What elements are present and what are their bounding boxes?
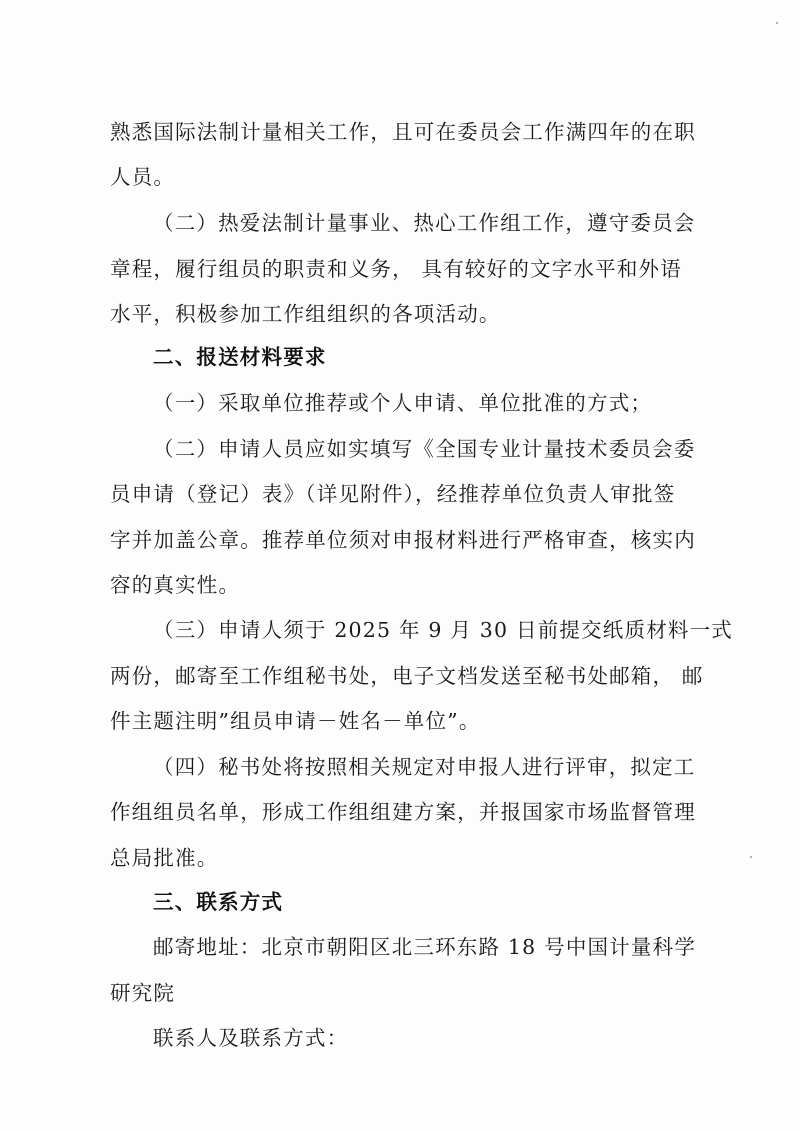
paragraph-item-4: （四）秘书处将按照相关规定对申报人进行评审，拟定工 bbox=[153, 755, 696, 779]
paragraph-item-3: （三）申请人须于 2025 年 9 月 30 日前提交纸质材料一式 bbox=[153, 618, 733, 642]
text-line: 作组组员名单，形成工作组组建方案，并报国家市场监督管理 bbox=[110, 800, 696, 824]
paragraph-item-1: （一）采取单位推荐或个人申请、单位批准的方式； bbox=[153, 391, 653, 415]
text-line: 字并加盖公章。推荐单位须对申报材料进行严格审查，核实内 bbox=[110, 528, 696, 552]
section-heading-materials: 二、报送材料要求 bbox=[153, 345, 327, 369]
section-heading-contact: 三、联系方式 bbox=[153, 890, 284, 914]
text-line: 熟悉国际法制计量相关工作，且可在委员会工作满四年的在职 bbox=[110, 120, 696, 144]
paragraph-item-2: （二）申请人员应如实填写《全国专业计量技术委员会委 bbox=[153, 437, 696, 461]
scan-speck bbox=[750, 856, 752, 858]
text-line: 研究院 bbox=[110, 981, 176, 1005]
mailing-address: 邮寄地址：北京市朝阳区北三环东路 18 号中国计量科学 bbox=[153, 935, 697, 959]
text-line: 人员。 bbox=[110, 165, 176, 189]
text-line: 员申请（登记）表》（详见附件），经推荐单位负责人审批签 bbox=[110, 482, 676, 506]
paragraph-item-2: （二）热爱法制计量事业、热心工作组工作，遵守委员会 bbox=[153, 211, 696, 235]
text-line: 总局批准。 bbox=[110, 846, 219, 870]
text-line: 章程，履行组员的职责和义务， 具有较好的文字水平和外语 bbox=[110, 257, 682, 281]
scan-speck bbox=[776, 22, 778, 24]
text-line: 件主题注明”组员申请－姓名－单位”。 bbox=[110, 709, 481, 733]
text-line: 两份，邮寄至工作组秘书处，电子文档发送至秘书处邮箱， 邮 bbox=[110, 664, 704, 688]
text-line: 水平，积极参加工作组组织的各项活动。 bbox=[110, 302, 501, 326]
contact-person-label: 联系人及联系方式： bbox=[153, 1026, 349, 1050]
text-line: 容的真实性。 bbox=[110, 573, 241, 597]
